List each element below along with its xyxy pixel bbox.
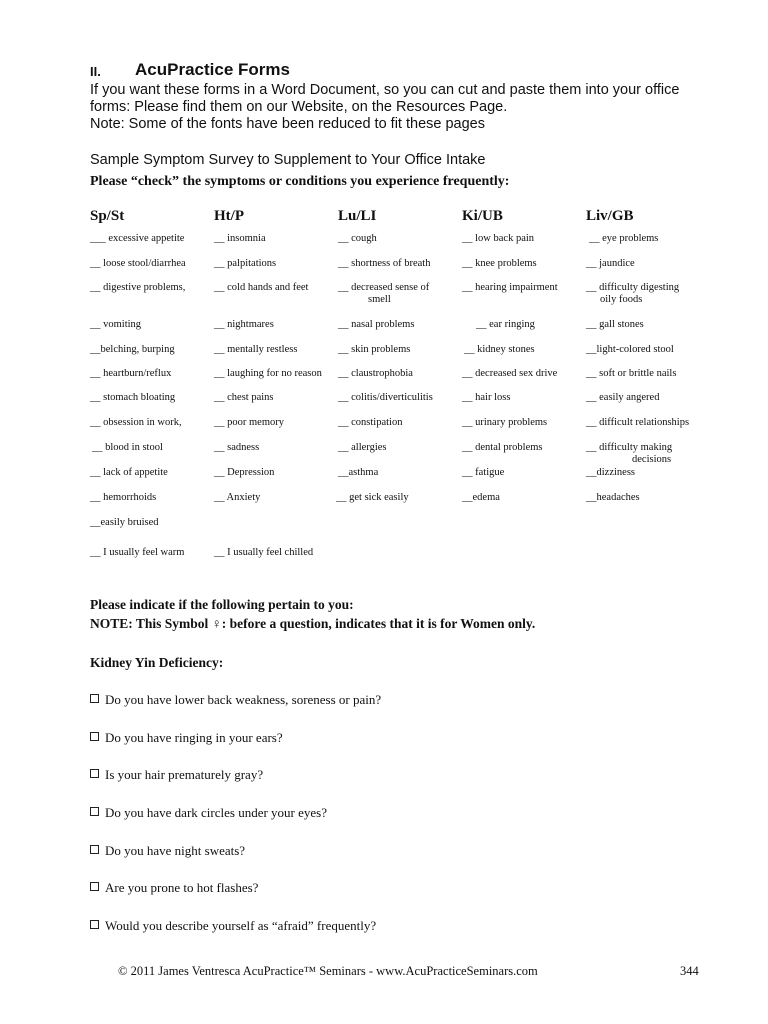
symptom-checkbox-item[interactable]: __ digestive problems, (90, 282, 186, 293)
checkbox[interactable] (90, 694, 99, 703)
checkbox[interactable] (90, 845, 99, 854)
intro-paragraph (90, 82, 730, 133)
question-item[interactable] (90, 767, 263, 783)
symptom-checkbox-item[interactable]: __ hemorrhoids (90, 492, 157, 503)
question-text: Is your hair prematurely gray? (105, 767, 264, 782)
symptom-checkbox-item[interactable]: __ palpitations (214, 258, 277, 269)
question-text: Do you have dark circles under your eyes? (105, 805, 327, 820)
question-text: Do you have night sweats? (105, 843, 246, 858)
column-header-liv-gb: Liv/GB (586, 208, 634, 224)
symptom-checkbox-item[interactable]: __ insomnia (214, 233, 266, 244)
footer-copyright: © 2011 James Ventresca AcuPractice™ Seminars - www.AcuPracticeSeminars.com (118, 964, 538, 978)
symptom-checkbox-item[interactable]: __ low back pain (462, 233, 535, 244)
symptom-checkbox-item[interactable]: __ dental problems (462, 442, 543, 453)
symptom-checkbox-item[interactable]: __ mentally restless (214, 344, 298, 355)
symptom-checkbox-item[interactable]: __ ear ringing (476, 319, 535, 330)
symptom-checkbox-item[interactable]: __ knee problems (462, 258, 537, 269)
symptom-checkbox-item[interactable]: __ cough (338, 233, 377, 244)
symptom-continuation: smell (368, 294, 391, 305)
column-header-lu-li: Lu/LI (338, 208, 377, 224)
indicate-heading: Please indicate if the following pertain to you: (90, 597, 354, 612)
symptom-checkbox-item[interactable]: __belching, burping (90, 344, 175, 355)
page-number: 344 (680, 964, 699, 978)
symptom-checkbox-item[interactable]: __ urinary problems (462, 417, 548, 428)
checkbox[interactable] (90, 882, 99, 891)
checkbox[interactable] (90, 769, 99, 778)
symptom-checkbox-item[interactable]: __ heartburn/reflux (90, 368, 172, 379)
question-text: Are you prone to hot flashes? (105, 880, 259, 895)
symptom-continuation: decisions (632, 454, 672, 465)
intro-line: forms: Please find them on our Website, on the Resources Page. (90, 99, 508, 115)
checkbox[interactable] (90, 920, 99, 929)
symptom-checkbox-item[interactable]: __ vomiting (90, 319, 142, 330)
question-item[interactable] (90, 805, 327, 821)
symptom-checkbox-item[interactable]: __ colitis/diverticulitis (338, 392, 433, 403)
symptom-checkbox-item[interactable]: __ get sick easily (336, 492, 409, 503)
kidney-yin-heading: Kidney Yin Deficiency: (90, 655, 224, 670)
symptom-checkbox-item[interactable]: __ cold hands and feet (214, 282, 309, 293)
symptom-checkbox-item[interactable]: __ difficulty making (586, 442, 673, 453)
symptom-checkbox-item[interactable]: __ hearing impairment (462, 282, 558, 293)
symptom-checkbox-item[interactable]: __ chest pains (214, 392, 274, 403)
question-text: Would you describe yourself as “afraid” frequently? (105, 918, 377, 933)
section-numeral: II. (90, 64, 101, 79)
question-item[interactable] (90, 692, 381, 708)
intro-line: If you want these forms in a Word Document, so you can cut and paste them into your office (90, 82, 680, 98)
survey-title: Sample Symptom Survey to Supplement to Your Office Intake (90, 152, 486, 168)
question-text: Do you have lower back weakness, soreness or pain? (105, 692, 382, 707)
symptom-checkbox-item[interactable]: __ jaundice (586, 258, 635, 269)
column-header-ki-ub: Ki/UB (462, 208, 503, 224)
symptom-checkbox-item[interactable]: __asthma (338, 467, 379, 478)
symptom-checkbox-item[interactable]: __ Anxiety (214, 492, 261, 503)
question-item[interactable] (90, 730, 283, 746)
symptom-checkbox-item[interactable]: __ nasal problems (338, 319, 415, 330)
checkbox[interactable] (90, 732, 99, 741)
question-item[interactable] (90, 843, 245, 859)
symptom-checkbox-item[interactable]: __ loose stool/diarrhea (90, 258, 186, 269)
survey-instruction: Please “check” the symptoms or conditions you experience frequently: (90, 174, 510, 189)
symptom-checkbox-item[interactable]: __ lack of appetite (90, 467, 168, 478)
symptom-checkbox-item[interactable]: __dizziness (586, 467, 635, 478)
symptom-checkbox-item[interactable]: __ I usually feel warm (90, 547, 185, 558)
symptom-checkbox-item[interactable]: __ hair loss (462, 392, 511, 403)
symptom-checkbox-item[interactable]: __edema (462, 492, 500, 503)
symptom-checkbox-item[interactable]: __ poor memory (214, 417, 284, 428)
symptom-checkbox-item[interactable]: __ shortness of breath (338, 258, 431, 269)
checkbox[interactable] (90, 807, 99, 816)
symptom-checkbox-item[interactable]: ___ excessive appetite (90, 233, 185, 244)
symptom-checkbox-item[interactable]: __ I usually feel chilled (214, 547, 314, 558)
symptom-checkbox-item[interactable]: __ constipation (338, 417, 403, 428)
symptom-checkbox-item[interactable]: __ blood in stool (92, 442, 163, 453)
symptom-checkbox-item[interactable]: __ sadness (214, 442, 260, 453)
symptom-checkbox-item[interactable]: __ allergies (338, 442, 387, 453)
symptom-checkbox-item[interactable]: __ obsession in work, (90, 417, 182, 428)
symptom-checkbox-item[interactable]: __ stomach bloating (90, 392, 176, 403)
symptom-checkbox-item[interactable]: __ gall stones (586, 319, 644, 330)
question-item[interactable] (90, 880, 258, 896)
intro-note: Note: Some of the fonts have been reduced to fit these pages (90, 116, 485, 132)
column-header-ht-p: Ht/P (214, 208, 244, 224)
symptom-checkbox-item[interactable]: __ difficult relationships (586, 417, 690, 428)
symptom-checkbox-item[interactable]: __ fatigue (462, 467, 505, 478)
symptom-checkbox-item[interactable]: __ nightmares (214, 319, 274, 330)
symptom-checkbox-item[interactable]: __ skin problems (338, 344, 411, 355)
symptom-checkbox-item[interactable]: __ difficulty digesting (586, 282, 680, 293)
symptom-checkbox-item[interactable]: __ Depression (214, 467, 275, 478)
column-header-sp-st: Sp/St (90, 208, 125, 224)
question-item[interactable] (90, 918, 376, 934)
symptom-checkbox-item[interactable]: __easily bruised (90, 517, 159, 528)
symptom-checkbox-item[interactable]: __ laughing for no reason (214, 368, 322, 379)
symptom-checkbox-item[interactable]: __headaches (586, 492, 640, 503)
question-text: Do you have ringing in your ears? (105, 730, 283, 745)
symptom-checkbox-item[interactable]: __ easily angered (586, 392, 660, 403)
symptom-checkbox-item[interactable]: __light-colored stool (586, 344, 674, 355)
symptom-checkbox-item[interactable]: __ decreased sense of (338, 282, 430, 293)
symptom-checkbox-item[interactable]: __ claustrophobia (338, 368, 413, 379)
women-only-note: NOTE: This Symbol ♀: before a question, indicates that it is for Women only. (90, 616, 536, 631)
symptom-checkbox-item[interactable]: __ kidney stones (464, 344, 535, 355)
symptom-checkbox-item[interactable]: __ soft or brittle nails (586, 368, 677, 379)
symptom-checkbox-item[interactable]: __ decreased sex drive (462, 368, 558, 379)
symptom-continuation: oily foods (600, 294, 643, 305)
section-title: AcuPractice Forms (135, 60, 290, 79)
symptom-checkbox-item[interactable]: __ eye problems (589, 233, 659, 244)
